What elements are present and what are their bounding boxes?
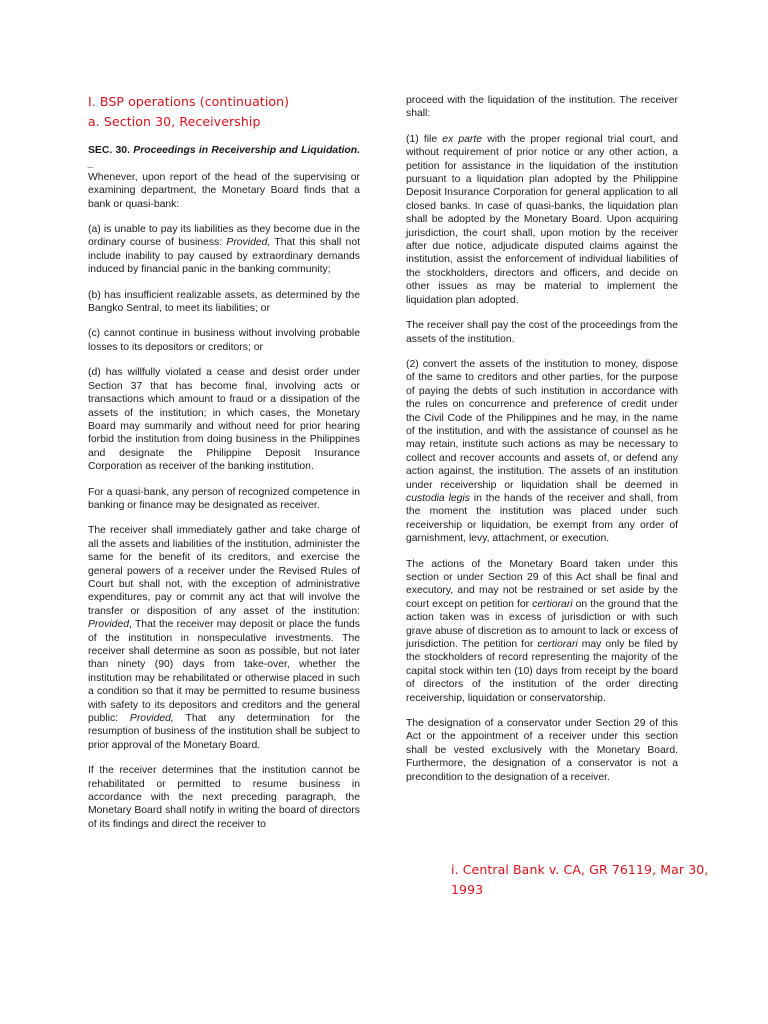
right-body [406,94,678,796]
receiver-text-2: , That the receiver may deposit or place the funds of the institution in nonspeculative investments. The receiver shall determine as soon as possible, but not later than ninety (90) days from take-over, whether the institution may be rehabilitated or otherwise placed in such a condition so that it may be permitted to resume business with safety to its depositors and creditors and the general public: [88,619,360,725]
para-1-text-2: with the proper regional trial court, and without requirement of prior notice or any other action, a petition for assistance in the liquidation of the institution pursuant to a liquidation plan adopted by the Philippine Deposit Insurance Corporation for general application to all closed banks. In case of quasi-banks, the liquidation plan shall be adopted by the Monetary Board. Upon acquiring jurisdiction, the court shall, upon motion by the receiver after due notice, adjudicate disputed claims against the institution, assist the enforcement of individual liabilities of the stockholders, directors and officers, and decide on other issues as may be material to implement the liquidation plan adopted. [406,133,679,306]
paragraph-b: (b) has insufficient realizable assets, as determined by the Bangko Sentral, to meet its liabilities; or [88,289,360,315]
section-title [88,144,360,171]
paragraph-a-text-2: That this shall not include inability to pay caused by extraordinary demands induced by financial panic in the banking community; [88,237,360,276]
receiver-text-3: That any determination for the resumption of business of the institution shall be subject to prior approval of the Monetary Board. [88,713,360,751]
receiver-provided-1: Provided [88,619,130,631]
paragraph-a [88,223,360,277]
intro-paragraph: Whenever, upon report of the head of the supervising or examining department, the Monetary Board finds that a bank or quasi-bank: [88,171,360,210]
case-heading-central-bank-v-ca: i. Central Bank v. CA, GR 76119, Mar 30, [451,862,709,877]
paragraph-designation-conservator: The designation of a conservator under Section 29 of this Act or the appointment of a receiver under this section shall be vested exclusively with the Monetary Board. Furthermore, the designation of a conservator is not a precondition to the designation of a receiver. [406,718,678,783]
actions-text-2: on the ground that the action taken was in excess of jurisdiction or with such grave abuse of discretion as to amount to lack or excess of jurisdiction. The petition for [406,598,678,651]
paragraph-monetary-board-actions [406,558,678,705]
left-body [88,144,360,843]
continuation-paragraph: proceed with the liquidation of the institution. The receiver shall: [406,95,678,120]
actions-certiorari-1: certiorari [532,598,573,610]
receiver-provided-2: Provided, [129,713,174,725]
para-2-text-2: in the hands of the receiver and shall, from the moment the institution was placed under such receivership or liquidation, be exempt from any order of garnishment, levy, attachment, or execution. [406,492,678,545]
receiver-text-1: The receiver shall immediately gather and take charge of all the assets and liabilities of the institution, administer the same for the benefit of its creditors, and exercise the general powers of a receiver under the Revised Rules of Court but shall not, with the exception of administrative expenditures, pay or commit any act that will involve the transfer or disposition of any asset of the institution: [88,525,360,617]
case-heading-year: 1993 [451,882,484,897]
section-title-text: Proceedings in Receivership and Liquidation. _ [88,145,360,170]
paragraph-a-text-1: (a) is unable to pay its liabilities as they become due in the ordinary course of business: [88,224,360,249]
section-number: SEC. 30. [88,145,130,156]
paragraph-a-provided: Provided, [226,237,271,249]
paragraph-1-file-ex-parte [406,133,678,307]
paragraph-2-convert-assets [406,358,678,546]
paragraph-c: (c) cannot continue in business without involving probable losses to its depositors or creditors; or [88,328,360,353]
para-2-text-1: (2) convert the assets of the institution to money, dispose of the same to creditors and other parties, for the purpose of paying the debts of such institution in accordance with the rules on concurrence and preference of credit under the Civil Code of the Philippines and he may, in the name of the institution, and with the assistance of counsel as he may retain, institute such actions as may be necessary to collect and recover accounts and assets of, or defend any action against, the institution. The assets of an institution under receivership or liquidation shall be deemed in [406,358,678,491]
para-1-ex-parte: ex parte [442,133,483,145]
para-1-text-1: (1) file [406,133,443,145]
paragraph-quasi-bank: For a quasi-bank, any person of recognized competence in banking or finance may be designated as receiver. [88,486,360,511]
actions-text-3: may only be filed by the stockholders of record representing the majority of the capital stock within ten (10) days from receipt by the board of directors of the institution of the order directing receivership, liquidation or conservatorship. [406,639,678,704]
paragraph-receiver-duties [88,524,360,752]
paragraph-receiver-cost: The receiver shall pay the cost of the proceedings from the assets of the institution. [406,320,678,345]
para-2-custodia-legis: custodia legis [406,492,470,504]
actions-certiorari-2: certiorari [537,639,578,651]
subsection-heading-section-30: a. Section 30, Receivership [88,114,261,129]
paragraph-d: (d) has willfully violated a cease and desist order under Section 37 that has become final, involving acts or transactions which amount to fraud or a dissipation of the assets of the institution; in which cases, the Monetary Board may summarily and without need for prior hearing forbid the institution from doing business in the Philippines and designate the Philippine Deposit Insurance Corporation as receiver of the banking institution. [88,367,360,473]
paragraph-if-receiver-determines: If the receiver determines that the institution cannot be rehabilitated or permitted to resume business in accordance with the next preceding paragraph, the Monetary Board shall notify in writing the board of directors of its findings and direct the receiver to [88,765,360,830]
section-heading-bsp-operations: I. BSP operations (continuation) [88,94,290,109]
actions-text-1: The actions of the Monetary Board taken under this section or under Section 29 of this Act shall be final and executory, and may not be restrained or set aside by the court except on petition for [406,558,678,610]
